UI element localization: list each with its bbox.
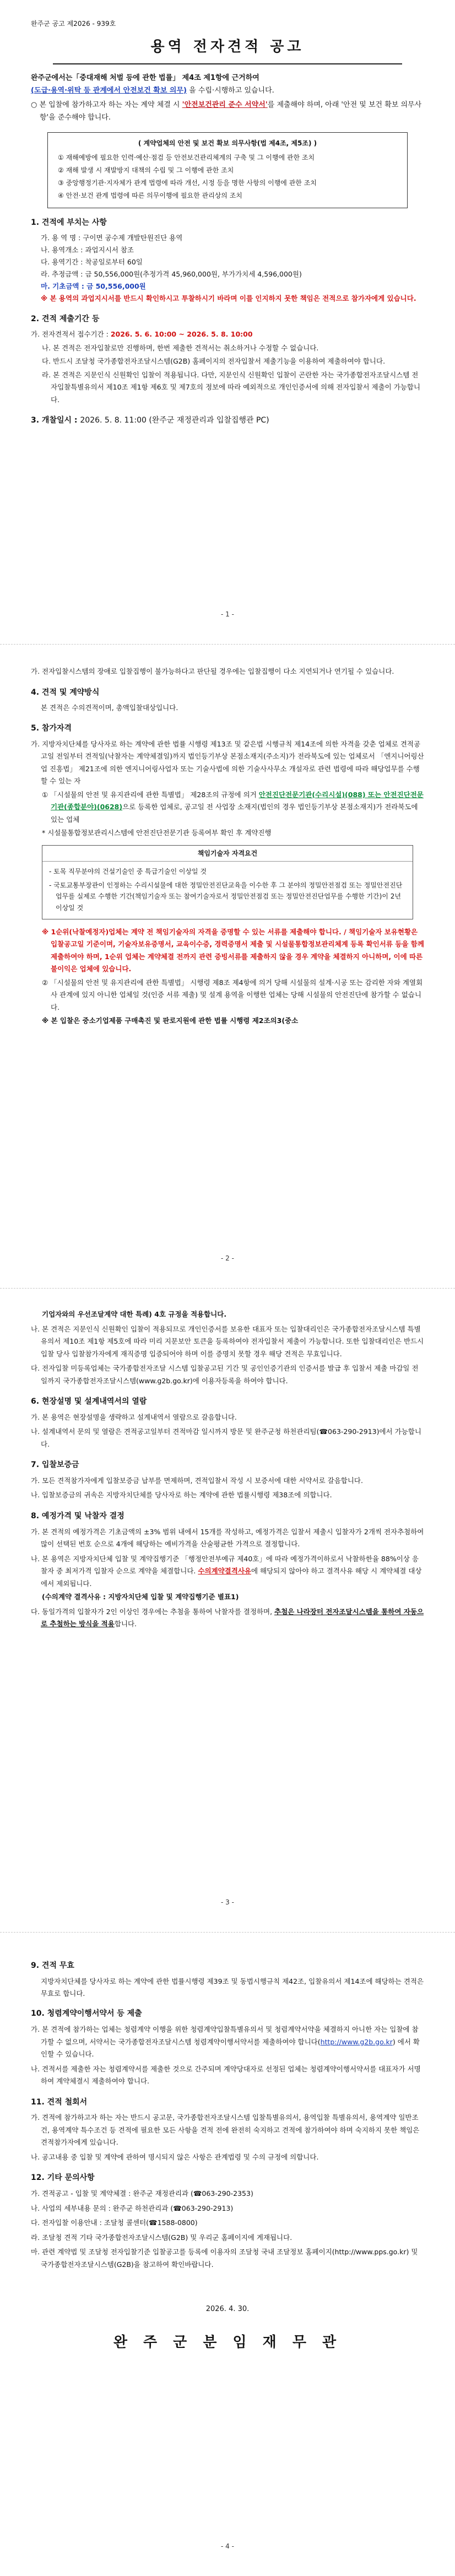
estimated-price: 라. 추정금액 : 금 50,556,000원(추정가격 45,960,000원, 부가가치세 4,596,000원) <box>41 269 302 278</box>
section-5-title: 5. 참가자격 <box>31 724 72 733</box>
service-name: 가. 용 역 명 : 구이면 공수제 개발탄원진단 용역 <box>41 234 183 242</box>
sme-note: ※ 본 입찰은 중소기업제품 구매촉진 및 판로지원에 관한 법률 시행령 제2조의3(중소 <box>42 1016 299 1025</box>
notice-date: 2026. 4. 30. <box>205 2305 250 2313</box>
section-8-c-rest: 합니다. <box>114 1620 137 1628</box>
intro-notice <box>31 99 424 125</box>
intro-line-2-rest: 을 수립·시행하고 있습니다. <box>187 86 274 95</box>
contact-b: 나. 사업의 세부내용 문의 : 완주군 하천관리과 (☎063-290-2913) <box>31 2204 234 2212</box>
intro-notice-text: ○ 본 입찰에 참가하고자 하는 자는 계약 체결 시 <box>31 101 180 110</box>
notice-number: 완주군 공고 제2026 - 939호 <box>31 20 116 28</box>
qualification-box <box>42 845 413 919</box>
intro-line-2 <box>31 85 424 98</box>
pledge-highlight: '안전보건관리 준수 서약서' <box>182 101 268 110</box>
qualification-box-item: - 토목 직무분야의 건설기술인 중 특급기술인 이상일 것 <box>49 868 207 876</box>
page-4 <box>0 1932 455 2576</box>
opening-datetime <box>31 415 424 427</box>
sec2-item-b: 나. 본 견적은 전자입찰로만 진행하며, 한번 제출한 견적서는 취소하거나 수정할 수 없습니다. <box>42 343 319 352</box>
sec2-item-d: 라. 본 견적은 지문인식 신원확인 입찰이 적용됩니다. 다만, 지문인식 신원확인 입찰이 곤란한 자는 국가종합전자조달시스템 전자입찰특별유의서 제10조 제1항 제6호 및 제7호의 정보에 따라 예외적으로 개인인증서에 의해 전자입찰서 제출이 가능합니다. <box>42 370 421 404</box>
qualification-c: 다. 전자입찰 미등록업체는 국가종합전자조달 시스템 입찰공고된 기간 및 공인인증기관의 인증서를 발급 후 입찰서 제출 마감일 전일까지 국가종합전자조달시스템(www.g2b.go.kr)에 이용자등록을 하여야 합니다. <box>31 1364 419 1385</box>
section-8-c-text: 다. 동일가격의 입찰자가 2인 이상인 경우에는 추첨을 통하여 낙찰자를 결정하며, <box>31 1607 275 1616</box>
section-10-a-rest: ) 에서 확인할 수 있습니다. <box>41 2037 420 2059</box>
opening-value: 2026. 5. 8. 11:00 (완주군 재정관리과 입찰집행관 PC) <box>80 416 269 425</box>
qualification-circle-1-rest: 으로 등록한 업체로, 공고일 전 사업장 소재지(법인의 경우 법인등기부상 본점소재지)가 전라북도에 있는 업체 <box>51 803 418 824</box>
qualification-b: 나. 본 견적은 지문인식 신원확인 입찰이 적용되므로 개인인증서를 보유한 대표자 또는 입찰대리인은 국가종합전자조달시스템 특별유의서 제10조 제1항 제5호에 따라 미리 지문보안 토큰을 등록하여야 전자입찰서 제출이 가능합니다. 또한 입찰대리인은 반드시 입찰 당사 입찰참가자에게 재직증명 입증되어야 하며 이를 증명치 못할 경우 해당 견적은 무효입니다. <box>31 1324 424 1358</box>
page-3 <box>0 1288 455 1932</box>
page-number: - 1 - <box>221 610 234 619</box>
qualification-a: 가. 지방자치단체를 당사자로 하는 계약에 관한 법률 시행령 제13조 및 같은법 시행규칙 제14조에 의한 자격을 갖춘 업체로 견적공고일 전일부터 견적일(낙찰자는 계약체결일)까지 법인등기부상 본점소재지(주소지)가 전라북도에 있는 업체로서 「엔지니어링산업 진흥법」 제21조에 의한 엔지니어링사업자 또는 기술사법에 의한 기술사사무소 개설자로 관련 법령에 따라 해당업무를 수행할 수 있는 자 <box>31 739 424 786</box>
section-4-text: 본 견적은 수의견적이며, 총액입찰대상입니다. <box>41 703 178 712</box>
section-12-title: 12. 기타 문의사항 <box>31 2173 95 2183</box>
qualification-circle-1-text: ① 「시설물의 안전 및 유지관리에 관한 특별법」 제28조의 규정에 의거 <box>42 790 257 799</box>
intro-highlight: (도급·용역·위탁 등 관계에서 안전보건 확보 의무) <box>31 86 187 95</box>
system-failure-note: 가. 전자입찰시스템의 장애로 입찰집행이 불가능하다고 판단될 경우에는 입찰집행이 다소 지연되거나 연기될 수 있습니다. <box>31 667 394 675</box>
section-6-b: 나. 설계내역서 문의 및 열람은 견적공고일부터 견적마감 일시까지 방문 및 완주군청 하천관리팀(☎063-290-2913)에서 가능합니다. <box>31 1427 421 1448</box>
page-number: - 2 - <box>221 1254 234 1263</box>
duty-box-title: ( 계약업체의 안전 및 보건 확보 의무사항(법 제4조, 제5조) ) <box>138 139 317 147</box>
opening-label: 3. 개찰일시 : <box>31 416 80 425</box>
section-11-b: 나. 공고내용 중 입찰 및 계약에 관하여 명시되지 않은 사항은 관계법령 및 수의 규정에 의합니다. <box>31 2152 319 2161</box>
page-1 <box>0 0 455 644</box>
qualification-circle-2: ② 「시설물의 안전 및 유지관리에 관한 특별법」 시행령 제8조 제4항에 의거 당해 시설물의 설계·시공 또는 감리한 자와 계열회사 관계에 있지 아니한 업체일 것(인증 서류 제출) 및 설계 용역을 이행한 업체는 당해 시설물의 안전진단에 참가할 수 없습니다. <box>42 978 423 1011</box>
submission-period-value: 2026. 5. 6. 10:00 ~ 2026. 5. 8. 10:00 <box>110 330 253 339</box>
section-7-a: 가. 모든 견적참가자에게 입찰보증금 납부를 면제하며, 견적입찰서 작성 시 보증서에 대한 서약서로 갈음합니다. <box>31 1476 363 1485</box>
page-2 <box>0 644 455 1288</box>
contact-e: 마. 관련 계약법 및 조달청 전자입찰기준 입찰공고를 등록에 이용자의 조달청 국내 조달정보 홈페이지(http://www.pps.go.kr) 및 국가종합전자조달시스템(G2B)을 참고하여 확인바랍니다. <box>31 2248 418 2269</box>
section-8-b <box>31 1553 424 1590</box>
section-8-a: 가. 본 견적의 예정가격은 기초금액의 ±3% 범위 내에서 15개를 작성하고, 예정가격은 입찰서 제출시 입찰자가 2개씩 전자추첨하여 많이 선택된 번호 순으로 4개에 해당하는 예비가격을 산술평균한 가격으로 결정합니다. <box>31 1527 424 1549</box>
section-8-b-rest: 에 해당되지 않아야 하고 결격사유 해당 시 계약체결 대상에서 제외됩니다. <box>41 1567 422 1588</box>
qualification-note: * 시설물통합정보관리시스템에 안전진단전문기관 등록여부 확인 후 계약진행 <box>42 829 272 837</box>
submission-period <box>31 328 424 341</box>
section-7-title: 7. 입찰보증금 <box>31 1460 79 1470</box>
contact-c: 다. 전자입찰 이용안내 : 조달청 콜센터(☎1588-0800) <box>31 2218 198 2227</box>
section-10-a-text: 가. 본 견적에 참가하는 업체는 청렴계약 이행을 위한 청렴계약입찰특별유의서 및 청렴계약서약을 체결하지 아니한 자는 입찰에 참가할 수 없으며, 서약서는 국가종합전자조달시스템 청렴계약이행서약서를 제출하여야 합니다( <box>31 2025 419 2046</box>
contact-a: 가. 견적공고 - 입찰 및 계약체결 : 완주군 재정관리과 (☎063-290-2353) <box>31 2189 253 2198</box>
qualification-circle-1 <box>31 789 424 826</box>
qualification-circle-1-highlight: 안전진단전문기관(수리시설)(088) 또는 안전진단전문기관(종합분야)(0628) <box>51 790 424 811</box>
section-8-b-text: 나. 본 용역은 지방자치단체 입찰 및 계약집행기준 「행정안전부예규 제40호」에 따라 예정가격이하로서 낙찰하한율 88%이상 응찰자 중 최저가격 입찰자 순으로 계약을 체결합니다. <box>31 1554 419 1576</box>
intro-notice-rest: 를 제출해야 하며, 아래 '안전 및 보건 확보 의무사항'을 준수해야 합니다. <box>40 101 422 122</box>
contact-d: 라. 조달청 견적 기타 국가종합전자조달시스템(G2B) 및 우리군 홈페이지에 게재됩니다. <box>31 2233 292 2242</box>
section-9-text: 지방자치단체를 당사자로 하는 계약에 관한 법률시행령 제39조 및 동법시행규칙 제42조, 입찰유의서 제14조에 해당하는 견적은 무효로 합니다. <box>41 1977 424 1998</box>
sec2-item-c: 다. 반드시 조달청 국가종합전자조달시스템(G2B) 홈페이지의 전자입찰서 제출기능을 이용하여 제출하여야 합니다. <box>42 357 386 366</box>
intro-line-1: 완주군에서는「중대재해 처벌 등에 관한 법률」 제4조 제1항에 근거하여 <box>31 73 259 82</box>
page-number: - 3 - <box>221 1898 234 1907</box>
section-7-b: 나. 입찰보증금의 귀속은 지방자치단체를 당사자로 하는 계약에 관한 법률시행령 제38조에 의합니다. <box>31 1491 332 1500</box>
section-10-a <box>31 2023 424 2061</box>
section-6-a: 가. 본 용역은 현장설명을 생략하고 설계내역서 열람으로 갈음합니다. <box>31 1413 237 1421</box>
section-8-c <box>31 1606 424 1631</box>
g2b-link[interactable]: http://www.g2b.go.kr <box>320 2037 393 2046</box>
duty-item: ③ 중앙행정기관·지자체가 관계 법령에 따라 개선, 시정 등을 명한 사항의 이행에 관한 조치 <box>58 179 317 187</box>
base-price: 마. 기초금액 : 금 50,556,000원 <box>41 282 146 290</box>
section-4-title: 4. 견적 및 계약방식 <box>31 688 100 697</box>
service-location: 나. 용역개소 : 과업지시서 참조 <box>41 246 134 255</box>
disqualification-reference: (수의계약 결격사유 : 지방자치단체 입찰 및 계약집행기준 별표1) <box>42 1593 239 1601</box>
red-requirement-note: ※ 1순위(낙찰예정자)업체는 계약 전 책임기술자의 자격을 증명할 수 있는 서류를 제출해야 합니다. / 책임기술자 보유현황은 입찰공고일 기준이며, 기술자보유증명서, 교육이수증, 경력증명서 제출 및 시설물통합정보관리체계 등록 확인서류 등을 함께 제출하여야 하며, 1순위 업체는 계약체결 전까지 관련 증빙서류를 제출하지 않을 경우 계약을 체결하지 아니하며, 이에 따른 불이익은 업체에 있습니다. <box>42 927 424 973</box>
section-1-title: 1. 견적에 부치는 사항 <box>31 218 107 227</box>
qualification-box-item: - 국토교통부장관이 인정하는 수리시설물에 대한 정밀안전진단교육을 이수한 후 그 분야의 정밀안전점검 또는 정밀안전진단업무를 실제로 수행한 기간(책임기술자 또는 참여기술자로서 정밀안전점검 또는 정밀안전진단업무를 수행한 기간)이 2년 이상일 것 <box>49 881 403 912</box>
warning-note: ※ 본 용역의 과업지시서를 반드시 확인하시고 투찰하시기 바라며 이를 인지하지 못한 책임은 전적으로 참가자에게 있습니다. <box>41 294 416 302</box>
section-6-title: 6. 현장설명 및 설계내역서의 열람 <box>31 1397 147 1406</box>
duty-item: ④ 안전·보건 관계 법령에 따른 의무이행에 필요한 관리상의 조치 <box>58 191 242 199</box>
document-title: 용역 전자견적 공고 <box>53 36 402 64</box>
duty-box <box>47 132 408 208</box>
duty-item: ① 재해예방에 필요한 인력·예산·점검 등 안전보건관리체계의 구축 및 그 이행에 관한 조치 <box>58 154 315 162</box>
disqualification-highlight: 수의계약결격사유 <box>198 1567 251 1576</box>
duty-item: ② 재해 발생 시 재발방지 대책의 수립 및 그 이행에 관한 조치 <box>58 166 234 175</box>
lottery-method: 추첨은 나라장터 전자조달시스템을 통하여 자동으로 추첨하는 방식을 적용 <box>41 1607 424 1628</box>
section-8-title: 8. 예정가격 및 낙찰자 결정 <box>31 1511 124 1520</box>
qualification-box-title: 책임기술자 자격요건 <box>42 846 413 862</box>
section-10-title: 10. 청렴계약이행서약서 등 제출 <box>31 2009 142 2018</box>
section-11-a: 가. 견적에 참가하고자 하는 자는 반드시 공고문, 국가종합전자조달시스템 입찰특별유의서, 용역입찰 특별유의서, 용역계약 일반조건, 용역계약 특수조건 등 견적에 필요한 모든 사항을 견적 전에 완전히 숙지하고 견적에 참가하여야 하며 숙지하지 못한 책임은 견적참가자에게 있습니다. <box>31 2113 420 2147</box>
issuer: 완 주 군 분 임 재 무 관 <box>113 2334 342 2351</box>
section-2-title: 2. 견적 제출기간 등 <box>31 314 100 323</box>
section-9-title: 9. 견적 무효 <box>31 1961 74 1970</box>
service-period: 다. 용역기간 : 착공일로부터 60일 <box>41 258 143 267</box>
sme-note-cont: 기업자와의 우선조달계약 대한 특례) 4호 규정을 적용합니다. <box>42 1310 227 1318</box>
section-11-title: 11. 견적 철회서 <box>31 2097 88 2107</box>
intro <box>31 72 424 125</box>
section-10-b: 나. 견적서를 제출한 자는 청렴계약서를 제출한 것으로 간주되며 계약당대자로 선정된 업체는 청렴계약이행서약서를 대표자가 서명하여 계약체결시 제출하여야 합니다. <box>31 2064 421 2086</box>
submission-period-label: 가. 전자견적서 접수기간 : <box>31 330 111 339</box>
page-number: - 4 - <box>221 2542 234 2551</box>
